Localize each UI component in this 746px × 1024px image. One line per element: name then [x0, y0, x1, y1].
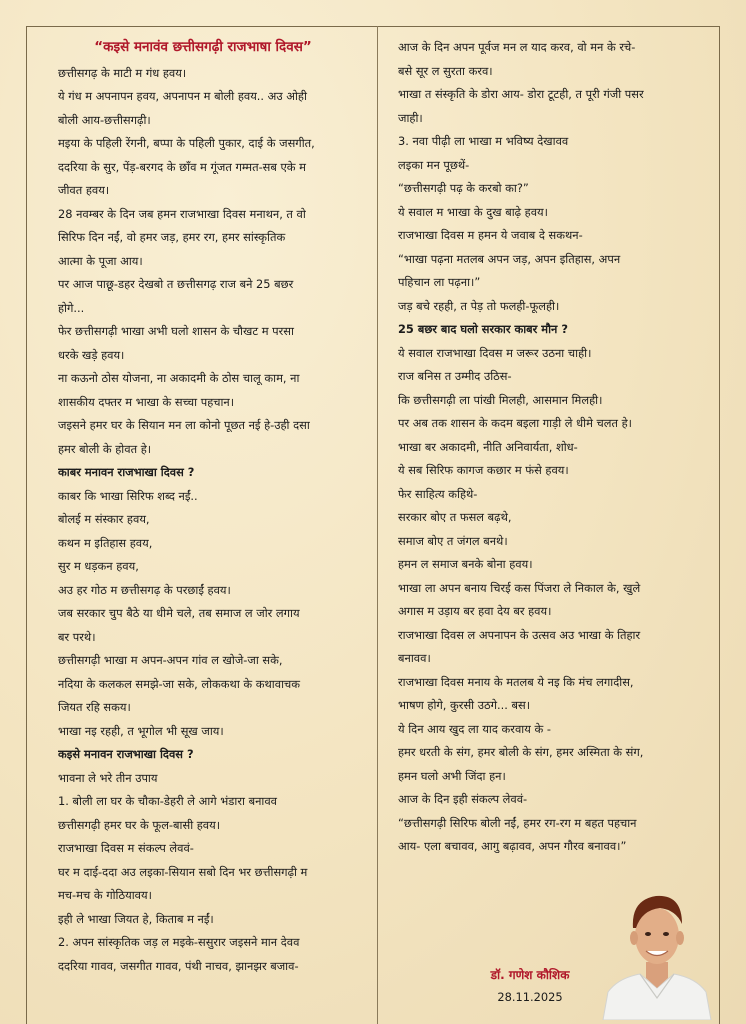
text-line: पहिचान ला पढ़ना।” — [398, 275, 481, 289]
text-line: हमर धरती के संग, हमर बोली के संग, हमर अस्मिता के संग, — [398, 745, 644, 759]
text-line: 2. अपन सांस्कृतिक जड़ ल मइके-ससुरार जइसने मान देवव — [58, 935, 300, 949]
text-line: बसे सूर ल सुरता करव। — [398, 63, 493, 78]
text-line: ये सवाल म भाखा के दुख बाढ़े हवय। — [398, 204, 548, 219]
text-line: ना कऊनो ठोस योजना, ना अकादमी के ठोस चालू काम, ना — [58, 371, 300, 385]
text-line: घर म दाई-ददा अउ लइका-सियान सबो दिन भर छत्तीसगढ़ी म — [58, 864, 308, 879]
text-line: बोली आय-छत्तीसगढ़ी। — [58, 112, 151, 127]
text-line: “छत्तीसगढ़ी पढ़ के करबो का?” — [398, 181, 529, 195]
text-line: भावना ले भरे तीन उपाय — [58, 770, 158, 785]
text-line: काबर कि भाखा सिरिफ शब्द नईं.. — [58, 488, 198, 503]
text-line: नदिया के कलकल समझे-जा सके, लोककथा के कथावाचक — [58, 676, 301, 691]
text-line: छत्तीसगढ़ के माटी म गंध हवय। — [58, 65, 187, 80]
text-line: बनावव। — [398, 651, 431, 665]
text-line: आय- एला बचावव, आगु बढ़ावव, अपन गौरव बनावव।” — [398, 839, 627, 853]
text-line: छत्तीसगढ़ी हमर घर के फूल-बासी हवय। — [58, 817, 221, 832]
text-line: ये सब सिरिफ कागज कछार म फंसे हवय। — [398, 463, 569, 477]
text-line: जइसने हमर घर के सियान मन ला कोनो पूछत नई हे-उही दसा — [58, 418, 310, 432]
article-title: “कइसे मनावंव छत्तीसगढ़ी राजभाषा दिवस” — [94, 39, 312, 55]
text-line: हमन ल समाज बनके बोना हवय। — [398, 557, 533, 571]
text-line: आज के दिन अपन पूर्वज मन ल याद करव, वो मन के रचे- — [398, 40, 636, 54]
text-line: कि छत्तीसगढ़ी ला पांखी मिलही, आसमान मिलही। — [398, 392, 603, 407]
text-line: अउ हर गोठ म छत्तीसगढ़ के परछाईं हवय। — [58, 582, 231, 597]
text-line: सुर म धड़कन हवय, — [58, 559, 139, 573]
text-line: लइका मन पूछथें- — [398, 157, 470, 172]
text-line: छत्तीसगढ़ी भाखा म अपन-अपन गांव ल खोजे-जा सके, — [58, 653, 283, 667]
text-line: हमन घलो अभी जिंदा हन। — [398, 768, 506, 783]
text-line: बर परथे। — [58, 629, 96, 644]
text-line: 3. नवा पीढ़ी ला भाखा म भविष्य देखावव — [398, 134, 569, 148]
column-divider — [377, 26, 378, 1024]
text-line: भाखा नइ रहही, त भूगोल भी सूख जाय। — [58, 723, 224, 738]
text-line: धरके खड़े हवय। — [58, 347, 125, 362]
text-line: कथन म इतिहास हवय, — [58, 535, 153, 550]
right-column-text — [398, 36, 710, 859]
text-line: “छत्तीसगढ़ी सिरिफ बोली नईं, हमर रग-रग म बहत पहचान — [398, 815, 637, 830]
text-line: 28 नवम्बर के दिन जब हमन राजभाखा दिवस मनाथन, त वो — [58, 206, 306, 221]
text-line: जड़ बचे रहही, त पेड़ तो फलही-फूलही। — [398, 298, 560, 313]
author-photo — [598, 880, 716, 1020]
text-line: 1. बोली ला घर के चौका-डेहरी ले आगे भंडारा बनावव — [58, 794, 278, 808]
text-line: राजभाखा दिवस मनाय के मतलब ये नइ कि मंच लगादीस, — [398, 674, 634, 689]
text-line: ददरिया गावव, जसगीत गावव, पंथी नाचव, झानझर बजाव- — [58, 958, 299, 973]
text-line: जाही। — [398, 110, 423, 125]
section-heading: 25 बछर बाद घलो सरकार काबर मौन ? — [398, 322, 568, 336]
text-line: सरकार बोए त फसल बढ़थे, — [398, 510, 512, 524]
text-line: ददरिया के सुर, पेंड़-बरगद के छाँव म गूंजत गम्मत-सब एके म — [58, 159, 306, 174]
text-line: आत्मा के पूजा आय। — [58, 253, 143, 268]
section-heading: काबर मनावन राजभाखा दिवस ? — [58, 465, 195, 479]
text-line: भाखा त संस्कृति के डोरा आय- डोरा टूटही, त पूरी गंजी पसर — [398, 87, 644, 101]
text-line: जियत रहि सकय। — [58, 700, 131, 714]
text-line: हमर बोली के होवत हे। — [58, 441, 152, 456]
text-line: समाज बोए त जंगल बनथे। — [398, 533, 508, 548]
text-line: राजभाखा दिवस ल अपनापन के उत्सव अउ भाखा के तिहार — [398, 627, 641, 642]
text-line: मच-मच के गोठियावय। — [58, 888, 152, 902]
left-column-text — [58, 62, 370, 979]
text-line: शासकीय दफ्तर म भाखा के सच्चा पहचान। — [58, 394, 235, 409]
text-line: बोलई म संस्कार हवय, — [58, 512, 150, 526]
text-line: जब सरकार चुप बैठे या धीमे चले, तब समाज ल जोर लगाय — [58, 606, 300, 620]
text-line: राज बनिस त उम्मीद उठिस- — [398, 369, 512, 383]
text-line: इही ले भाखा जियत हे, किताब म नईं। — [58, 911, 214, 926]
text-line: भाखा बर अकादमी, नीति अनिवार्यता, शोध- — [398, 439, 578, 454]
left-column — [58, 36, 370, 978]
author-name: डॉ. गणेश कौशिक — [490, 968, 570, 982]
text-line: ये सवाल राजभाखा दिवस म जरूर उठना चाही। — [398, 345, 592, 360]
text-line: भाखा ला अपन बनाय चिरई कस पिंजरा ले निकाल के, खुले — [398, 580, 641, 595]
text-line: पर अब तक शासन के कदम बइला गाड़ी ले धीमे चलत हे। — [398, 416, 632, 430]
text-line: राजभाखा दिवस म हमन ये जवाब दे सकथन- — [398, 228, 583, 242]
text-line: सिरिफ दिन नईं, वो हमर जड़, हमर रग, हमर सांस्कृतिक — [58, 230, 286, 244]
publish-date: 28.11.2025 — [497, 990, 563, 1004]
right-column — [398, 36, 710, 859]
text-line: फेर छत्तीसगढ़ी भाखा अभी घलो शासन के चौखट म परसा — [58, 324, 294, 338]
text-line: फेर साहित्य कहिथे- — [398, 486, 478, 501]
text-line: ये गंध म अपनापन हवय, अपनापन म बोली हवय.. अउ ओही — [58, 89, 307, 103]
text-line: राजभाखा दिवस म संकल्प लेववं- — [58, 841, 194, 855]
text-line: पर आज पाछू-डहर देखबो त छत्तीसगढ़ राज बने 25 बछर — [58, 277, 294, 291]
text-line: “भाखा पढ़ना मतलब अपन जड़, अपन इतिहास, अपन — [398, 251, 621, 266]
text-line: ये दिन आय खुद ला याद करवाय के - — [398, 721, 551, 736]
section-heading: कइसे मनावन राजभाखा दिवस ? — [58, 747, 194, 761]
text-line: जीवत हवय। — [58, 183, 110, 197]
text-line: होगे... — [58, 300, 85, 315]
text-line: आज के दिन इही संकल्प लेववं- — [398, 792, 528, 806]
text-line: अगास म उड़ाय बर हवा देय बर हवय। — [398, 604, 552, 618]
text-line: मइया के पहिली रेंगनी, बप्पा के पहिली पुकार, दाई के जसगीत, — [58, 136, 315, 150]
text-line: भाषण होगे, कुरसी उठगे... बस। — [398, 698, 531, 712]
